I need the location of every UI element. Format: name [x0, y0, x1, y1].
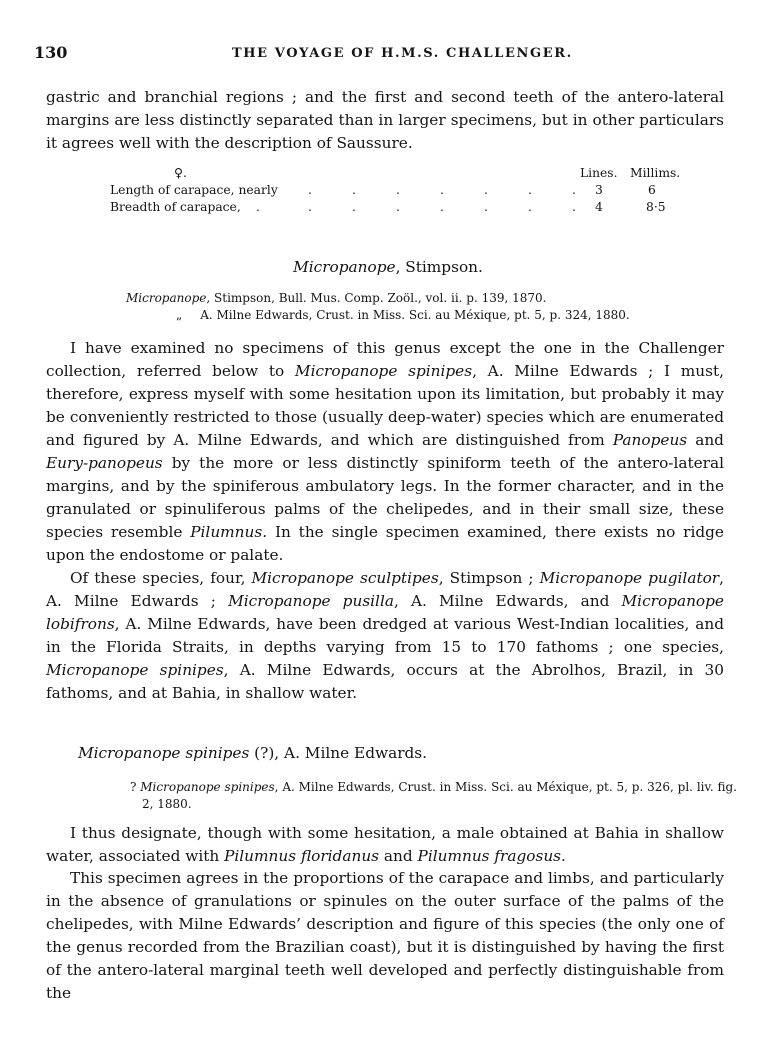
text-run: Of these species, four, [70, 569, 252, 587]
italic-taxon: Micropanope pusilla [228, 592, 394, 610]
page-number: 130 [34, 43, 68, 62]
genus-heading-name: Micropanope [293, 258, 396, 276]
measurement-header-row [110, 165, 690, 182]
italic-taxon: Pilumnus floridanus [224, 847, 380, 865]
measurement-label: Length of carapace, nearly [110, 183, 278, 197]
italic-taxon: Micropanope spinipes [294, 362, 473, 380]
text-run: I have examined no specimens of this genus except the one in the Challenger collection, referred below to [46, 339, 724, 380]
text-run: In the single specimen examined, there exists no ridge upon the endostome or palate. [46, 523, 724, 564]
italic-taxon: Micropanope pugilator [539, 569, 720, 587]
italic-taxon: Pilumnus fragosus. [417, 847, 566, 865]
italic-taxon: Eury-panopeus [46, 454, 163, 472]
measurement-lines: 3 [595, 183, 603, 197]
synonymy-genus: Micropanope [126, 291, 207, 305]
synonymy-citation: , A. Milne Edwards, Crust. in Miss. Sci. au Méxique, pt. 5, p. 326, pl. liv. fig. 2, 1880. [142, 780, 737, 811]
italic-taxon: Micropanope sculptipes [251, 569, 439, 587]
running-title: THE VOYAGE OF H.M.S. CHALLENGER. [232, 46, 573, 61]
species-heading-name: Micropanope spinipes [78, 744, 250, 762]
genus-heading [0, 258, 776, 276]
text-run: and [687, 431, 724, 449]
species-heading [78, 744, 427, 762]
italic-taxon: Pilumnus. [190, 523, 268, 541]
body-paragraph [46, 337, 724, 567]
text-run: I thus designate, though with some hesitation, a male obtained at Bahia in shallow water, associated with [46, 824, 724, 865]
synonymy-citation: A. Milne Edwards, Crust. in Miss. Sci. au Méxique, pt. 5, p. 324, 1880. [200, 308, 630, 322]
measurement-row: Length of carapace, nearly . . . . . . . 3 6 [110, 183, 656, 197]
genus-synonymy-line [126, 290, 547, 307]
measurement-label: Breadth of carapace, [110, 200, 241, 214]
measurement-row: Breadth of carapace, . . . . . . . . 4 8·5 [110, 200, 666, 214]
col-lines-header: Lines. [580, 166, 618, 180]
italic-taxon: Micropanope spinipes [46, 661, 224, 679]
sex-symbol: ♀. [174, 166, 187, 180]
body-paragraph [46, 567, 724, 705]
text-run: by the more or less distinctly spiniform teeth of the antero-lateral margins, and by the spiniferous ambulatory legs. In the former character, and in the granulated or spinuliferous palms of the chelipedes, and in their small size, these species resemble [46, 454, 724, 541]
col-millims-header: Millims. [630, 166, 681, 180]
species-heading-rest: (?), A. Milne Edwards. [249, 744, 428, 762]
query-mark: ? [130, 780, 141, 794]
text-run: , A. Milne Edwards, have been dredged at various West-Indian localities, and in the Florida Straits, in depths varying from 15 to 170 fathoms ; one species, [46, 615, 724, 656]
text-run: , A. Milne Edwards, and [393, 592, 622, 610]
italic-taxon: Micropanope lobifrons [46, 592, 724, 633]
measurement-table [110, 165, 690, 216]
measurement-millims: 8·5 [646, 200, 666, 214]
italic-taxon: Panopeus [612, 431, 688, 449]
genus-synonymy-line [176, 307, 630, 324]
synonymy-species: Micropanope spinipes [140, 780, 275, 794]
text-run: , A. Milne Edwards ; [46, 569, 724, 610]
intro-paragraph: gastric and branchial regions ; and the first and second teeth of the antero-lateral margins are less distinctly separated than in larger specimens, but in other particulars it agrees well with the description of Saussure. [46, 88, 724, 152]
running-header [34, 43, 726, 65]
measurement-lines: 4 [595, 200, 603, 214]
synonymy-citation: , Stimpson, Bull. Mus. Comp. Zoöl., vol. ii. p. 139, 1870. [206, 291, 547, 305]
genus-heading-author: , Stimpson. [395, 258, 483, 276]
body-paragraph [46, 822, 724, 868]
species-synonymy [130, 779, 737, 813]
body-paragraph: This specimen agrees in the proportions of the carapace and limbs, and particularly in the absence of granulations or spinules on the outer surface of the palms of the chelipedes, with Milne Edwards’ description and figure of this species (the only one of the genus recorded from the Brazilian coast), but it is distinguished by having the first of the antero-lateral marginal teeth well developed and perfectly distinguishable from the [46, 869, 724, 1002]
ditto-mark: „ [176, 308, 183, 322]
text-run: , Stimpson ; [438, 569, 540, 587]
text-run: , A. Milne Edwards ; I must, therefore, express myself with some hesitation upon its limitation, but probably it may be conveniently restricted to those (usually deep-water) species which are enumerated and figured by A. Milne Edwards, and which are distinguished from [46, 362, 724, 449]
text-run: and [379, 847, 418, 865]
text-run: , A. Milne Edwards, occurs at the Abrolhos, Brazil, in 30 fathoms, and at Bahia, in shallow water. [46, 661, 724, 702]
measurement-millims: 6 [648, 183, 656, 197]
